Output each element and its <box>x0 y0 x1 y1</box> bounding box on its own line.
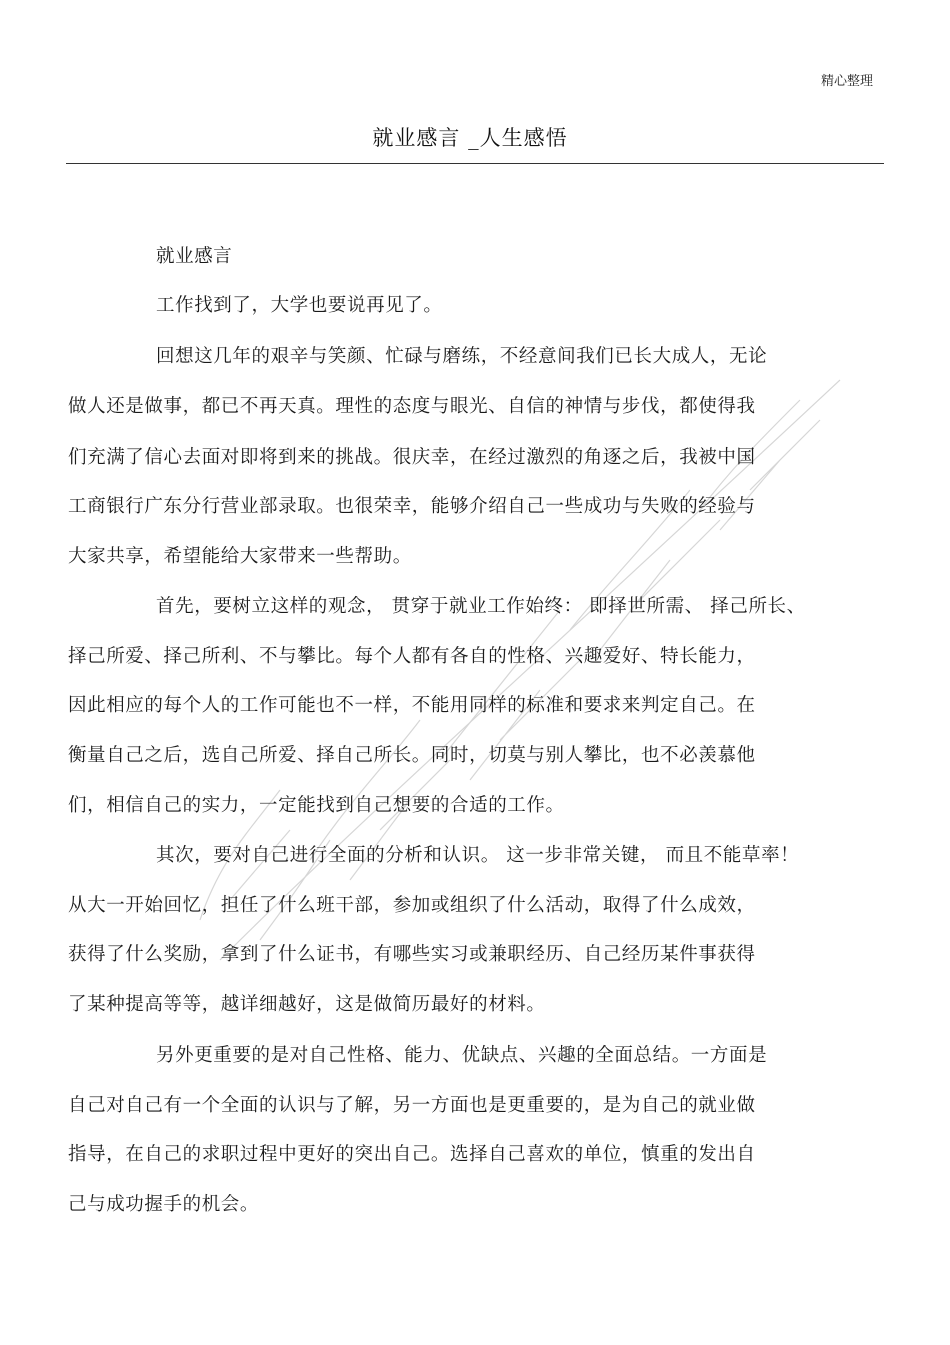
body-line: 工作找到了，大学也要说再见了。 <box>156 295 443 316</box>
body-line: 因此相应的每个人的工作可能也不一样，不能用同样的标准和要求来判定自己。在 <box>68 695 756 716</box>
header-divider <box>66 163 884 164</box>
body-line: 己与成功握手的机会。 <box>68 1194 260 1215</box>
body-line: 择己所爱、择己所利、不与攀比。每个人都有各自的性格、兴趣爱好、特长能力， <box>68 646 756 667</box>
body-line: 工商银行广东分行营业部录取。也很荣幸，能够介绍自己一些成功与失败的经验与 <box>68 496 756 517</box>
body-line: 了某种提高等等，越详细越好，这是做简历最好的材料。 <box>68 994 546 1015</box>
body-line: 从大一开始回忆，担任了什么班干部，参加或组织了什么活动，取得了什么成效， <box>68 895 756 916</box>
body-line: 就业感言 <box>156 246 233 267</box>
body-line: 大家共享，希望能给大家带来一些帮助。 <box>68 546 412 567</box>
body-line: 获得了什么奖励，拿到了什么证书，有哪些实习或兼职经历、自己经历某件事获得 <box>68 944 756 965</box>
document-title: 就业感言 _人生感悟 <box>372 126 568 150</box>
body-line: 另外更重要的是对自己性格、能力、优缺点、兴趣的全面总结。一方面是 <box>156 1045 768 1066</box>
header-note: 精心整理 <box>820 74 873 89</box>
body-line: 们充满了信心去面对即将到来的挑战。很庆幸，在经过激烈的角逐之后，我被中国 <box>68 447 756 468</box>
body-line: 们，相信自己的实力，一定能找到自己想要的合适的工作。 <box>68 795 565 816</box>
body-line: 首先，要树立这样的观念， 贯穿于就业工作始终： 即择世所需、 择己所长、 <box>156 596 806 617</box>
body-line: 做人还是做事，都已不再天真。理性的态度与眼光、自信的神情与步伐，都使得我 <box>68 396 756 417</box>
body-line: 自己对自己有一个全面的认识与了解，另一方面也是更重要的，是为自己的就业做 <box>68 1095 756 1116</box>
body-line: 回想这几年的艰辛与笑颜、忙碌与磨练，不经意间我们已长大成人，无论 <box>156 346 768 367</box>
body-line: 衡量自己之后，选自己所爱、择自己所长。同时，切莫与别人攀比，也不必羡慕他 <box>68 745 756 766</box>
body-line: 其次，要对自己进行全面的分析和认识。 这一步非常关键， 而且不能草率！ <box>156 845 800 866</box>
body-line: 指导，在自己的求职过程中更好的突出自己。选择自己喜欢的单位，慎重的发出自 <box>68 1144 756 1165</box>
